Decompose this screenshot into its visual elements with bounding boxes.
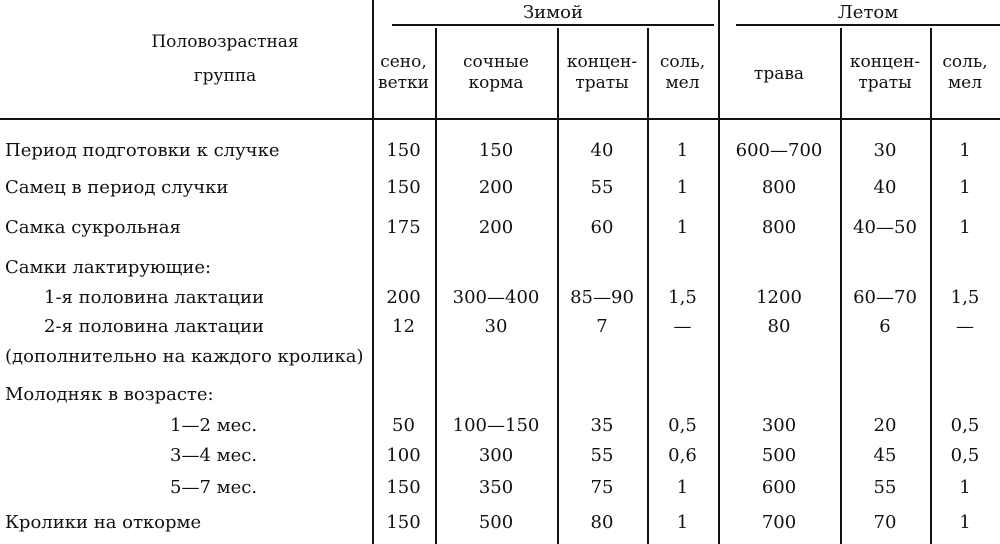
cell-value: 150	[386, 477, 421, 498]
cell-value: 300—400	[452, 287, 540, 308]
cell-value: 150	[386, 177, 421, 198]
row-label: Самец в период случки	[5, 177, 229, 198]
column-header-4-line2: мел	[665, 73, 700, 93]
cell-value: 55	[873, 477, 897, 498]
cell-value: 60	[590, 217, 614, 238]
cell-value: 800	[761, 217, 797, 238]
row-label: Молодняк в возрасте:	[5, 384, 214, 405]
column-header-6-line2: траты	[858, 73, 912, 93]
cell-value: 800	[761, 177, 797, 198]
cell-value: 1	[676, 477, 689, 498]
cell-value: 75	[590, 477, 614, 498]
cell-value: 80	[767, 316, 791, 337]
cell-value: 175	[386, 217, 421, 238]
row-label: (дополнительно на каждого кролика)	[5, 346, 364, 367]
cell-value: 600—700	[735, 140, 823, 161]
row-label: 1-я половина лактации	[44, 287, 264, 308]
column-header-6-line1: концен-	[849, 52, 921, 72]
group-header-line2: группа	[193, 66, 257, 86]
separator-6	[840, 28, 842, 544]
row-label: 5—7 мес.	[170, 477, 258, 498]
row-label: 3—4 мес.	[170, 445, 258, 466]
cell-value: 600	[761, 477, 797, 498]
cell-value: —	[673, 316, 692, 337]
cell-value: 200	[386, 287, 421, 308]
cell-value: 500	[761, 445, 797, 466]
cell-value: 1	[959, 217, 971, 238]
cell-value: 55	[590, 445, 614, 466]
column-header-1-line2: ветки	[378, 73, 429, 93]
winter-group-header: Зимой	[522, 2, 584, 23]
cell-value: 150	[386, 512, 421, 533]
row-label: Самки лактирующие:	[5, 257, 212, 278]
cell-value: 150	[478, 140, 514, 161]
separator-7	[930, 28, 932, 544]
cell-value: 35	[590, 415, 614, 436]
separator-2	[435, 28, 437, 544]
cell-value: 1	[676, 177, 689, 198]
cell-value: 85—90	[570, 287, 634, 308]
summer-group-header: Летом	[837, 2, 899, 23]
cell-value: 150	[386, 140, 421, 161]
cell-value: 500	[478, 512, 514, 533]
cell-value: 30	[484, 316, 508, 337]
cell-value: 300	[761, 415, 797, 436]
cell-value: 1	[959, 140, 971, 161]
cell-value: 30	[873, 140, 897, 161]
cell-value: 0,5	[950, 445, 980, 466]
column-header-5-line1: трава	[753, 64, 805, 84]
cell-value: 1200	[756, 287, 802, 308]
cell-value: 7	[596, 316, 608, 337]
cell-value: —	[956, 316, 974, 337]
cell-value: 55	[590, 177, 614, 198]
cell-value: 0,6	[668, 445, 697, 466]
cell-value: 0,5	[668, 415, 697, 436]
column-header-3-line1: концен-	[566, 52, 638, 72]
row-label: Самка сукрольная	[5, 217, 181, 238]
column-header-1-line1: сено,	[380, 52, 427, 72]
cell-value: 700	[761, 512, 797, 533]
cell-value: 300	[478, 445, 514, 466]
column-header-7-line1: соль,	[942, 52, 988, 72]
winter-underline	[392, 24, 714, 26]
column-header-2-line2: корма	[468, 73, 524, 93]
column-header-7-line2: мел	[947, 73, 983, 93]
summer-underline	[736, 24, 1000, 26]
separator-3	[557, 28, 559, 544]
row-label: Период подготовки к случке	[5, 140, 280, 161]
cell-value: 1	[676, 512, 689, 533]
column-header-2-line1: сочные	[463, 52, 529, 72]
cell-value: 70	[873, 512, 897, 533]
cell-value: 1	[959, 512, 971, 533]
cell-value: 200	[478, 177, 514, 198]
cell-value: 6	[879, 316, 891, 337]
cell-value: 20	[873, 415, 897, 436]
cell-value: 1	[959, 177, 971, 198]
cell-value: 40	[590, 140, 614, 161]
cell-value: 100	[386, 445, 421, 466]
column-header-4-line1: соль,	[659, 52, 706, 72]
cell-value: 40—50	[853, 217, 917, 238]
cell-value: 350	[478, 477, 514, 498]
cell-value: 1	[959, 477, 971, 498]
row-label: 1—2 мес.	[170, 415, 258, 436]
cell-value: 0,5	[950, 415, 980, 436]
group-header-line1: Половозрастная	[151, 32, 299, 52]
separator-4	[647, 28, 649, 544]
cell-value: 80	[590, 512, 614, 533]
row-label: Кролики на откорме	[5, 512, 202, 533]
cell-value: 50	[392, 415, 415, 436]
row-label: 2-я половина лактации	[44, 316, 264, 337]
header-bottom-rule	[0, 118, 1000, 120]
cell-value: 1	[676, 217, 689, 238]
cell-value: 45	[873, 445, 897, 466]
cell-value: 100—150	[452, 415, 540, 436]
cell-value: 60—70	[853, 287, 917, 308]
cell-value: 200	[478, 217, 514, 238]
column-header-3-line2: траты	[575, 73, 629, 93]
cell-value: 1	[676, 140, 689, 161]
cell-value: 1,5	[950, 287, 980, 308]
cell-value: 12	[392, 316, 415, 337]
cell-value: 1,5	[668, 287, 697, 308]
cell-value: 40	[873, 177, 897, 198]
